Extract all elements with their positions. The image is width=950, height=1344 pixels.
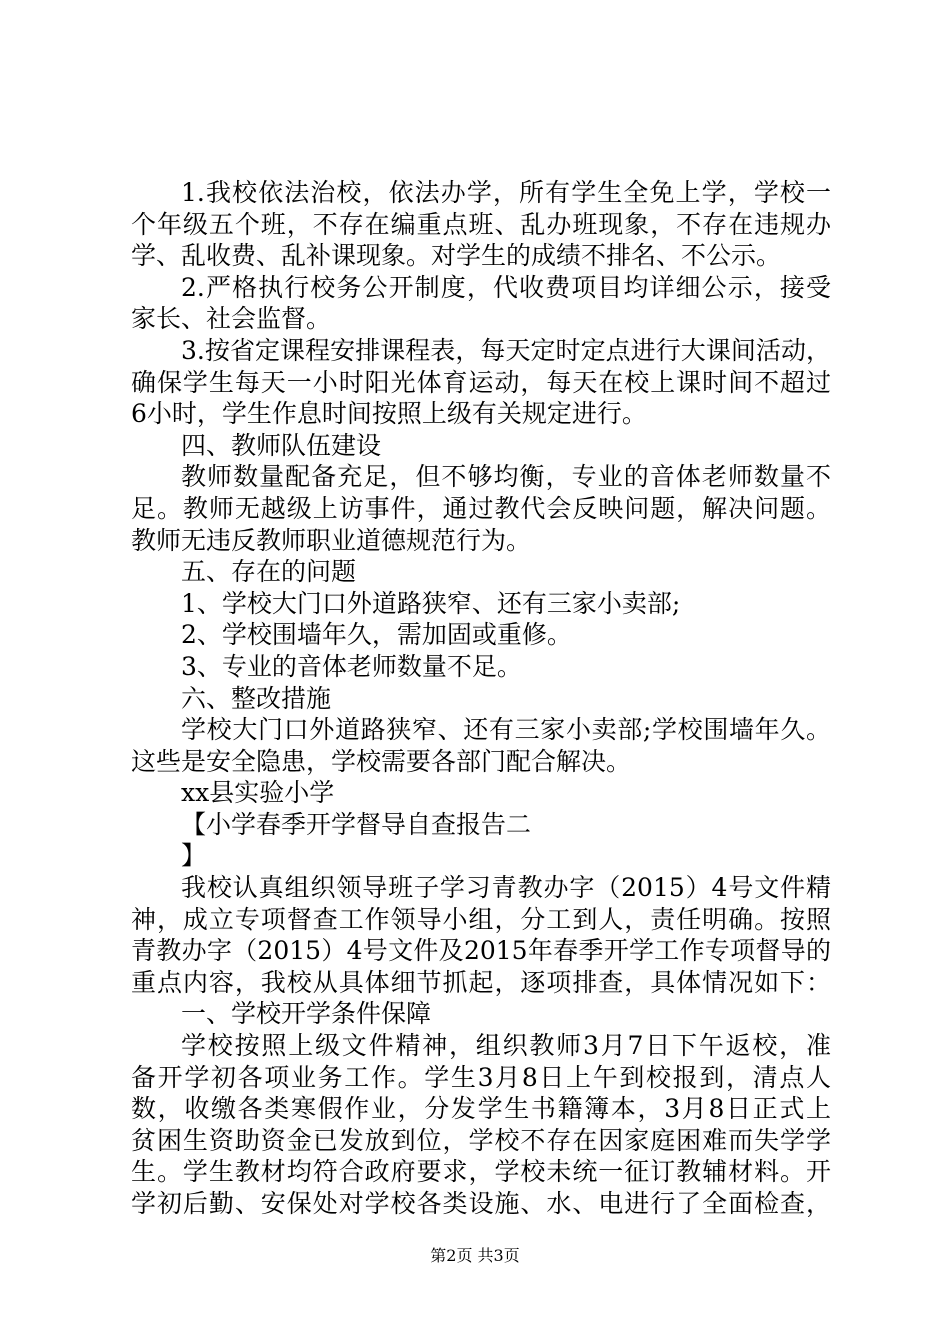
text-line: 个年级五个班，不存在编重点班、乱办班现象，不存在违规办 xyxy=(131,209,831,239)
text-line: 青教办字（2015）4号文件及2015年春季开学工作专项督导的 xyxy=(131,936,831,966)
text-line: 1.我校依法治校，依法办学，所有学生全免上学，学校一 xyxy=(181,178,831,207)
text-line: 教师数量配备充足，但不够均衡，专业的音体老师数量不 xyxy=(181,462,831,492)
text-line: 神，成立专项督查工作领导小组，分工到人，责任明确。按照 xyxy=(131,904,831,934)
page-footer: 第2页 共3页 xyxy=(430,1246,520,1265)
text-line: 2.严格执行校务公开制度，代收费项目均详细公示，接受 xyxy=(181,272,831,302)
text-line: 我校认真组织领导班子学习青教办字（2015）4号文件精 xyxy=(181,873,831,903)
text-line: 6小时，学生作息时间按照上级有关规定进行。 xyxy=(131,399,647,429)
text-line: 家长、社会监督。 xyxy=(131,304,332,334)
text-line: 【小学春季开学督导自查报告二 xyxy=(181,809,532,839)
text-line: 教师无违反教师职业道德规范行为。 xyxy=(131,525,532,555)
text-line: 】 xyxy=(181,841,207,871)
text-line: 一、学校开学条件保障 xyxy=(181,999,432,1029)
text-line: 1、学校大门口外道路狭窄、还有三家小卖部; xyxy=(181,588,681,618)
text-line: 学、乱收费、乱补课现象。对学生的成绩不排名、不公示。 xyxy=(131,241,782,271)
text-line: 学校按照上级文件精神，组织教师3月7日下午返校，准 xyxy=(181,1031,831,1061)
text-line: 六、整改措施 xyxy=(181,683,332,713)
text-line: 学初后勤、安保处对学校各类设施、水、电进行了全面检查， xyxy=(131,1189,831,1218)
text-line: 2、学校围墙年久，需加固或重修。 xyxy=(181,620,572,650)
text-line: 数，收缴各类寒假作业，分发学生书籍簿本，3月8日正式上 xyxy=(131,1094,831,1124)
text-line: 学校大门口外道路狭窄、还有三家小卖部;学校围墙年久。 xyxy=(181,715,831,745)
text-line: 四、教师队伍建设 xyxy=(181,430,382,460)
text-line: 生。学生教材均符合政府要求，学校未统一征订教辅材料。开 xyxy=(131,1157,831,1187)
text-line: 这些是安全隐患，学校需要各部门配合解决。 xyxy=(131,746,632,776)
text-line: 重点内容，我校从具体细节抓起，逐项排查，具体情况如下： xyxy=(131,967,831,997)
text-line: 贫困生资助资金已发放到位，学校不存在因家庭困难而失学学 xyxy=(131,1125,831,1155)
document-body xyxy=(131,177,831,1220)
text-line: 五、存在的问题 xyxy=(181,557,357,587)
text-line: 3.按省定课程安排课程表，每天定时定点进行大课间活动， xyxy=(181,335,831,365)
text-line: 备开学初各项业务工作。学生3月8日上午到校报到，清点人 xyxy=(131,1062,831,1092)
text-line: xx县实验小学 xyxy=(181,778,335,808)
text-line: 足。教师无越级上访事件，通过教代会反映问题，解决问题。 xyxy=(131,493,831,523)
text-line: 确保学生每天一小时阳光体育运动，每天在校上课时间不超过 xyxy=(131,367,831,397)
text-line: 3、专业的音体老师数量不足。 xyxy=(181,651,522,681)
